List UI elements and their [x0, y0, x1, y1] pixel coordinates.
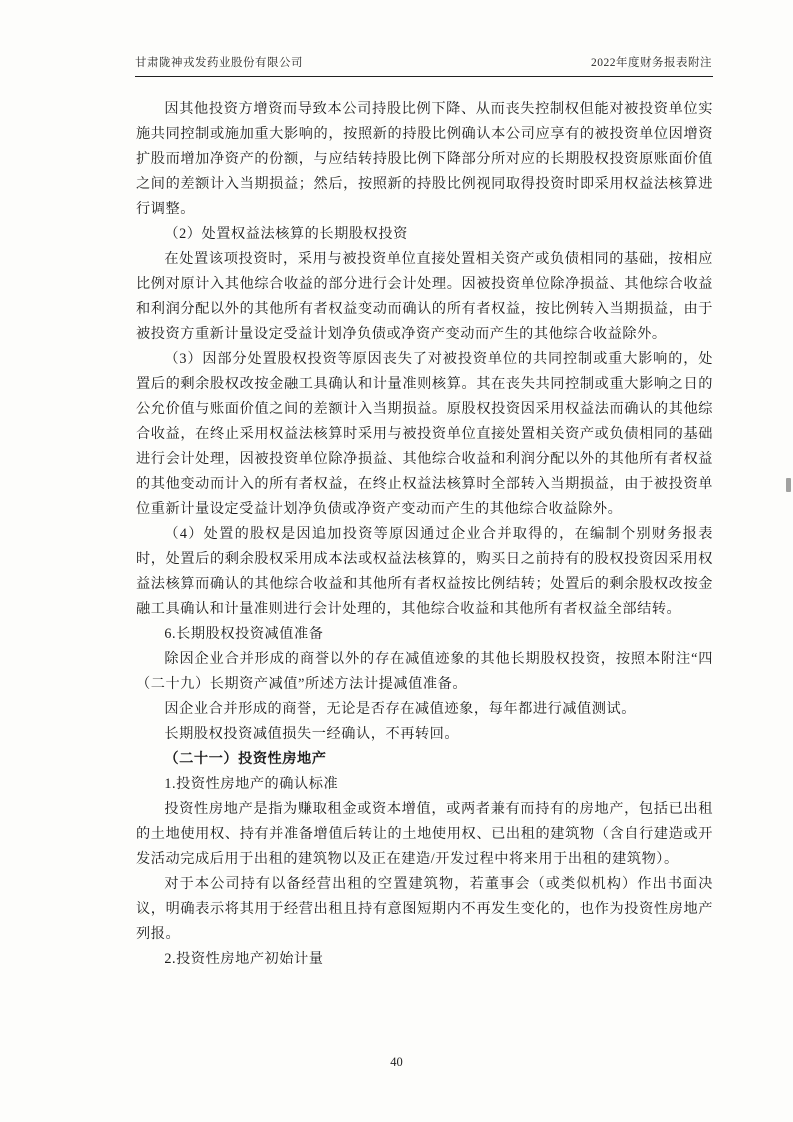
header-company-name: 甘肃陇神戎发药业股份有限公司: [135, 57, 303, 69]
paragraph: 2.投资性房地产初始计量: [164, 951, 324, 967]
document-body: [136, 97, 713, 972]
paragraph: （2）处置权益法核算的长期股权投资: [164, 226, 408, 242]
paragraph: 长期股权投资减值损失一经确认，不再转回。: [164, 726, 460, 742]
page-number: 40: [390, 1055, 403, 1069]
paragraph: 因其他投资方增资而导致本公司持股比例下降、从而丧失控制权但能对被投资单位实施共同控制或施加重大影响的，按照新的持股比例确认本公司应享有的被投资单位因增资扩股而增加净资产的份额，与应结转持股比例下降部分所对应的长期股权投资原账面价值之间的差额计入当期损益；然后，按照新的持股比例视同取得投资时即采用权益法核算进行调整。: [136, 101, 713, 217]
paragraph: 除因企业合并形成的商誉以外的存在减值迹象的其他长期股权投资，按照本附注“四（二十九）长期资产减值”所述方法计提减值准备。: [136, 651, 713, 692]
paragraph: 因企业合并形成的商誉，无论是否存在减值迹象，每年都进行减值测试。: [164, 701, 636, 717]
paragraph: 对于本公司持有以备经营出租的空置建筑物，若董事会（或类似机构）作出书面决议，明确表示将其用于经营出租且持有意图短期内不再发生变化的，也作为投资性房地产列报。: [136, 876, 713, 942]
paragraph: （3）因部分处置股权投资等原因丧失了对被投资单位的共同控制或重大影响的，处置后的剩余股权改按金融工具确认和计量准则核算。其在丧失共同控制或重大影响之日的公允价值与账面价值之间的差额计入当期损益。原股权投资因采用权益法而确认的其他综合收益，在终止采用权益法核算时采用与被投资单位直接处置相关资产或负债相同的基础进行会计处理，因被投资单位除净损益、其他综合收益和利润分配以外的其他所有者权益的其他变动而计入的所有者权益，在终止权益法核算时全部转入当期损益，由于被投资单位重新计量设定受益计划净负债或净资产变动而产生的其他综合收益除外。: [136, 351, 713, 517]
page-header: [135, 54, 712, 70]
paragraph: （二十一）投资性房地产: [164, 751, 327, 767]
paragraph: 在处置该项投资时，采用与被投资单位直接处置相关资产或负债相同的基础，按相应比例对原计入其他综合收益的部分进行会计处理。因被投资单位除净损益、其他综合收益和利润分配以外的其他所有者权益变动而确认的所有者权益，按比例转入当期损益，由于被投资方重新计量设定受益计划净负债或净资产变动而产生的其他综合收益除外。: [136, 251, 713, 342]
paragraph: （4）处置的股权是因追加投资等原因通过企业合并取得的，在编制个别财务报表时，处置后的剩余股权采用成本法或权益法核算的，购买日之前持有的股权投资因采用权益法核算而确认的其他综合收益和其他所有者权益按比例结转；处置后的剩余股权改按金融工具确认和计量准则进行会计处理的，其他综合收益和其他所有者权益全部结转。: [136, 526, 713, 617]
paragraph: 6.长期股权投资减值准备: [164, 626, 324, 642]
header-divider: [135, 76, 713, 77]
paragraph: 投资性房地产是指为赚取租金或资本增值，或两者兼有而持有的房地产，包括已出租的土地使用权、持有并准备增值后转让的土地使用权、已出租的建筑物（含自行建造或开发活动完成后用于出租的建筑物以及正在建造/开发过程中将来用于出租的建筑物）。: [136, 801, 713, 867]
scan-artifact: [786, 478, 791, 492]
paragraph: 1.投资性房地产的确认标准: [164, 776, 339, 792]
header-document-title: 2022年度财务报表附注: [591, 57, 712, 69]
